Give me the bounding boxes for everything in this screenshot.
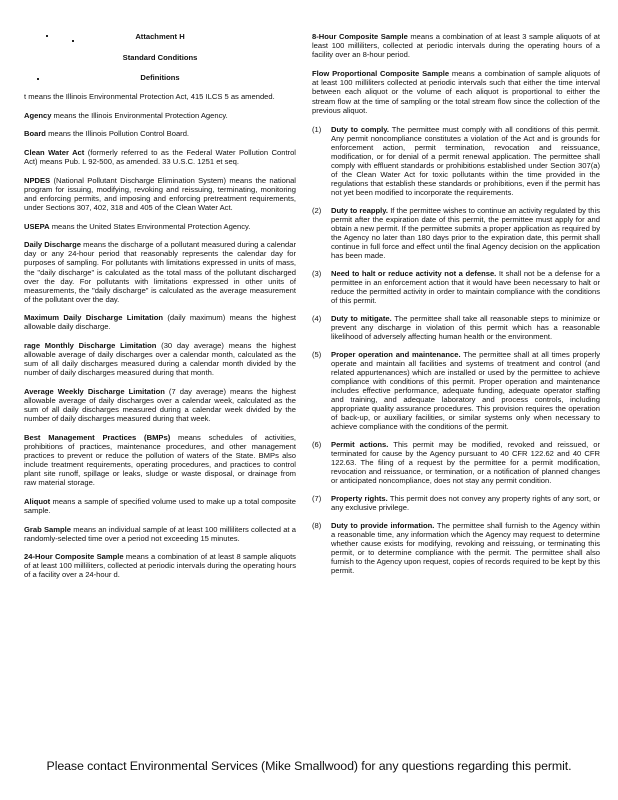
definition-item <box>24 313 296 331</box>
definition-item <box>24 387 296 423</box>
condition-item <box>312 269 600 305</box>
definition-text: means the discharge of a pollutant measured during a calendar day or any 24-hour period that reasonably represents the calendar day for purposes of sampling. For pollutants with limitations expressed in units of mass, the "daily discharge" is calculated as the total mass of the pollutant discharged over the day. For pollutants with limitations expressed in other units of measurements, the "daily discharge" is calculated as the average measurement of the pollutant over the day. <box>24 240 296 304</box>
condition-text: This permit does not convey any property rights of any sort, or any exclusive privilege. <box>331 494 600 513</box>
condition-item <box>312 350 600 432</box>
definition-text: (daily maximum) means the highest allowable daily discharge. <box>24 313 296 332</box>
condition-item <box>312 206 600 261</box>
definition-text: (National Pollutant Discharge Elimination System) means the national program for issuing, modifying, revoking and reissuing, terminating, monitoring and enforcing permits, and imposing and enforcing pretreatment requirements, under Sections 307, 402, 318 and 405 of the Clean Water Act. <box>24 175 296 213</box>
left-column <box>24 32 296 589</box>
definition-term: Maximum Daily Discharge Limitation <box>24 313 164 323</box>
condition-number: (5) <box>312 349 322 359</box>
condition-title: Duty to reapply. <box>331 206 388 215</box>
section-title: Standard Conditions <box>122 53 198 63</box>
attachment-label: Attachment H <box>135 32 185 41</box>
condition-number: (7) <box>312 494 322 504</box>
condition-number: (3) <box>312 269 322 279</box>
definition-term: USEPA <box>24 221 50 231</box>
definition-text: means the Illinois Pollution Control Board. <box>45 129 190 139</box>
definitions-title: Definitions <box>140 73 180 83</box>
definition-item <box>24 497 296 515</box>
definition-term: Best Management Practices (BMPs) <box>24 432 171 442</box>
definition-text: (formerly referred to as the Federal Water Pollution Control Act) means Pub. L 92-500, as amended. 33 U.S.C. 1251 et seq. <box>24 148 296 167</box>
definition-item <box>24 92 296 101</box>
definition-text: means a combination of sample aliquots of at least 100 milliliters collected at periodic intervals such that either the time interval between each aliquot or the volume of each aliquot is proportional to either the stream flow at the time of sampling or the total stream flow since the collection of the previous aliquot. <box>312 69 600 115</box>
condition-text: The permittee shall take all reasonable steps to minimize or prevent any discharge in violation of this permit which has a reasonable likelihood of adversely affecting human health or the environment. <box>331 313 600 342</box>
condition-number: (4) <box>312 313 322 323</box>
condition-item <box>312 440 600 485</box>
condition-title: Property rights. <box>331 494 388 504</box>
definition-term: 8-Hour Composite Sample <box>312 32 408 41</box>
definition-item <box>24 433 296 488</box>
definition-term: Grab Sample <box>24 524 71 534</box>
definition-item <box>24 222 296 231</box>
condition-title: Duty to comply. <box>331 124 390 134</box>
condition-item <box>312 494 600 512</box>
definition-term: rage Monthly Discharge Limitation <box>24 341 157 351</box>
condition-text: This permit may be modified, revoked and reissued, or terminated for cause by the Agency pursuant to 40 CFR 122.62 and 40 CFR 122.63. The filing of a request by the permittee for a permit modification, revocation and reissuance, or termination, or a notification of planned changes or anticipated noncompliance, does not stay any permit condition. <box>331 440 600 486</box>
definition-item <box>24 176 296 212</box>
definition-item <box>24 148 296 166</box>
definition-term: Agency <box>24 110 52 120</box>
definition-text: means a sample of specified volume used to make up a total composite sample. <box>24 496 296 515</box>
definitions-list <box>24 92 296 579</box>
condition-item <box>312 521 600 576</box>
condition-text: The permittee shall furnish to the Agency within a reasonable time, any information which the Agency may request to determine whether cause exists for modifying, revoking and reissuing, or terminating this permit, or to determine compliance with the permit. The permittee shall also furnish to the Agency upon request, copies of records required to be kept by this permit. <box>331 520 601 576</box>
definition-term: Daily Discharge <box>24 240 81 250</box>
definition-term: Board <box>24 129 46 139</box>
definition-text: (30 day average) means the highest allowable average of daily discharges over a calendar month, calculated as the sum of all daily discharges measured during a calendar month divided by the number of daily discharges measured during that month. <box>24 341 296 378</box>
definition-item <box>24 525 296 543</box>
conditions-list <box>312 125 600 576</box>
condition-number: (6) <box>312 440 322 450</box>
definition-term: NPDES <box>24 175 51 185</box>
definition-text: means the Illinois Environmental Protection Agency. <box>51 110 228 120</box>
condition-title: Proper operation and maintenance. <box>331 349 461 359</box>
condition-number: (1) <box>312 124 322 134</box>
condition-item <box>312 314 600 341</box>
definition-term: Flow Proportional Composite Sample <box>312 69 450 79</box>
definition-item <box>24 111 296 120</box>
definition-term: Average Weekly Discharge Limitation <box>24 386 165 396</box>
condition-text: The permittee shall at all times properly operate and maintain all facilities and systems of treatment and control (and related appurtenances) which are installed or used by the permittee to achieve compliance with conditions of this permit. Proper operation and maintenance includes effective performance, adequate funding, adequate operator staffing and training, and adequate laboratory and process controls, including appropriate quality assurance procedures. This provision requires the operation of back-up, or auxiliary facilities, or similar systems only when necessary to achieve compliance with the conditions of the permit. <box>331 349 601 432</box>
condition-text: The permittee must comply with all conditions of this permit. Any permit noncompliance constitutes a violation of the Act and is grounds for enforcement action, permit termination, revocation and reissuance, modification, or for denial of a permit renewal application. The permittee shall comply with effluent standards or prohibitions established under Section 307(a) of the Clean Water Act for toxic pollutants within the time provided in the regulations that establish these standards or prohibitions, even if the permit has not yet been modified to incorporate the requirements. <box>331 124 600 198</box>
condition-number: (2) <box>312 206 322 215</box>
condition-title: Need to halt or reduce activity not a defense. <box>331 269 497 279</box>
condition-title: Duty to mitigate. <box>331 313 392 323</box>
definition-item <box>312 32 600 59</box>
condition-title: Permit actions. <box>331 440 389 450</box>
right-definitions-list <box>312 32 600 115</box>
definition-text: means a combination of at least 3 sample aliquots of at least 100 milliliters, collected at periodic intervals during the operating hours of a facility over an 8-hour period. <box>312 32 601 60</box>
definition-text: means a combination of at least 8 sample aliquots of at least 100 milliliters, collected at periodic intervals during the operating hours of a facility over a 24-hour d. <box>24 552 296 580</box>
definition-item <box>24 129 296 138</box>
definition-text: (7 day average) means the highest allowable average of daily discharges over a calendar week, calculated as the sum of all daily discharges measured during a calendar week divided by the number of daily discharges measured during that week. <box>24 386 296 424</box>
definition-item <box>24 552 296 579</box>
definition-term: Clean Water Act <box>24 148 85 158</box>
footer-note: Please contact Environmental Services (Mike Smallwood) for any questions regarding this permit. <box>46 759 572 773</box>
definition-item <box>24 240 296 304</box>
definition-text: means schedules of activities, prohibitions of practices, maintenance procedures, and other management practices to prevent or reduce the pollution of waters of the State. BMPs also include treatment requirements, operating procedures, and practices to control plant site runoff, spillage or leaks, sludge or waste disposal, or drainage from raw material storage. <box>24 432 296 488</box>
definition-term: Aliquot <box>24 496 51 506</box>
definition-text: means an individual sample of at least 100 milliliters collected at a randomly-selected time over a period not exceeding 15 minutes. <box>24 524 296 543</box>
definition-term: 24-Hour Composite Sample <box>24 552 124 562</box>
definition-text: means the United States Environmental Protection Agency. <box>49 221 251 231</box>
definition-text: t means the Illinois Environmental Protection Act, 415 ILCS 5 as amended. <box>24 92 275 102</box>
condition-item <box>312 125 600 198</box>
condition-title: Duty to provide information. <box>331 520 435 530</box>
condition-text: If the permittee wishes to continue an activity regulated by this permit after the expiration date of this permit, the permittee must apply for and obtain a new permit. If the permittee submits a proper application as required by the Agency no later than 180 days prior to the expiration date, this permit shall continue in full force and effect until the final Agency decision on the application has been made. <box>331 206 600 261</box>
right-column <box>312 32 600 584</box>
definition-item <box>312 69 600 114</box>
definition-item <box>24 341 296 377</box>
condition-text: It shall not be a defense for a permittee in an enforcement action that it would have been necessary to halt or reduce the permitted activity in order to maintain compliance with the conditions of this permit. <box>331 269 600 306</box>
condition-number: (8) <box>312 520 322 530</box>
